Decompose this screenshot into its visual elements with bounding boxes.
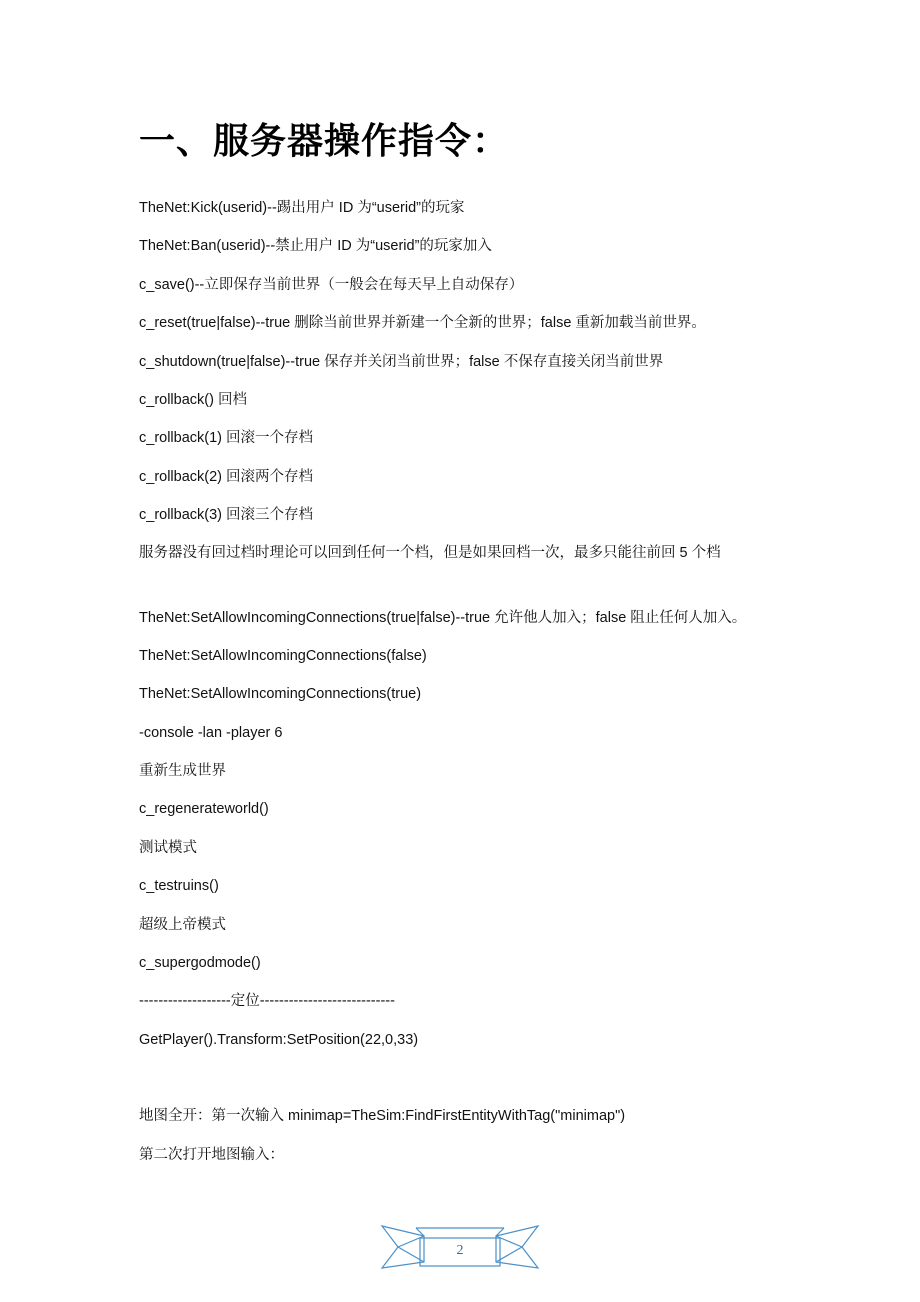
command-rollback-1: c_rollback(1) 回滚一个存档 xyxy=(139,430,314,446)
command-kick: TheNet:Kick(userid)--踢出用户 ID 为“userid”的玩家 xyxy=(139,200,465,216)
command-ban: TheNet:Ban(userid)--禁止用户 ID 为“userid”的玩家加入 xyxy=(139,238,492,254)
section-heading: 一、服务器操作指令： xyxy=(139,121,510,162)
map-reveal-first: 地图全开：第一次输入 minimap=TheSim:FindFirstEntityWithTag("minimap") xyxy=(139,1108,626,1124)
position-divider: -------------------定位---------------------------- xyxy=(139,993,395,1009)
command-shutdown: c_shutdown(true|false)--true 保存并关闭当前世界；false 不保存直接关闭当前世界 xyxy=(139,354,664,370)
supergod-label: 超级上帝模式 xyxy=(139,917,226,933)
command-rollback-2: c_rollback(2) 回滚两个存档 xyxy=(139,469,314,485)
command-save: c_save()--立即保存当前世界（一般会在每天早上自动保存） xyxy=(139,277,524,293)
command-rollback-3: c_rollback(3) 回滚三个存档 xyxy=(139,507,314,523)
command-allow-connections-false: TheNet:SetAllowIncomingConnections(false) xyxy=(139,648,427,664)
command-allow-connections: TheNet:SetAllowIncomingConnections(true|false)--true 允许他人加入；false 阻止任何人加入。 xyxy=(139,610,747,626)
command-set-position: GetPlayer().Transform:SetPosition(22,0,33) xyxy=(139,1032,419,1048)
rollback-note: 服务器没有回过档时理论可以回到任何一个档，但是如果回档一次，最多只能往前回 5 个档 xyxy=(139,545,721,561)
command-regenerate: c_regenerateworld() xyxy=(139,801,269,817)
test-mode-label: 测试模式 xyxy=(139,840,197,856)
command-testruins: c_testruins() xyxy=(139,878,219,894)
command-rollback: c_rollback() 回档 xyxy=(139,392,247,408)
launch-options: -console -lan -player 6 xyxy=(139,725,283,741)
command-supergodmode: c_supergodmode() xyxy=(139,955,261,971)
command-reset: c_reset(true|false)--true 删除当前世界并新建一个全新的世界；false 重新加载当前世界。 xyxy=(139,315,706,331)
page-number: 2 xyxy=(456,1243,464,1258)
command-allow-connections-true: TheNet:SetAllowIncomingConnections(true) xyxy=(139,686,422,702)
map-reveal-second: 第二次打开地图输入： xyxy=(139,1147,284,1163)
regenerate-label: 重新生成世界 xyxy=(139,763,226,779)
